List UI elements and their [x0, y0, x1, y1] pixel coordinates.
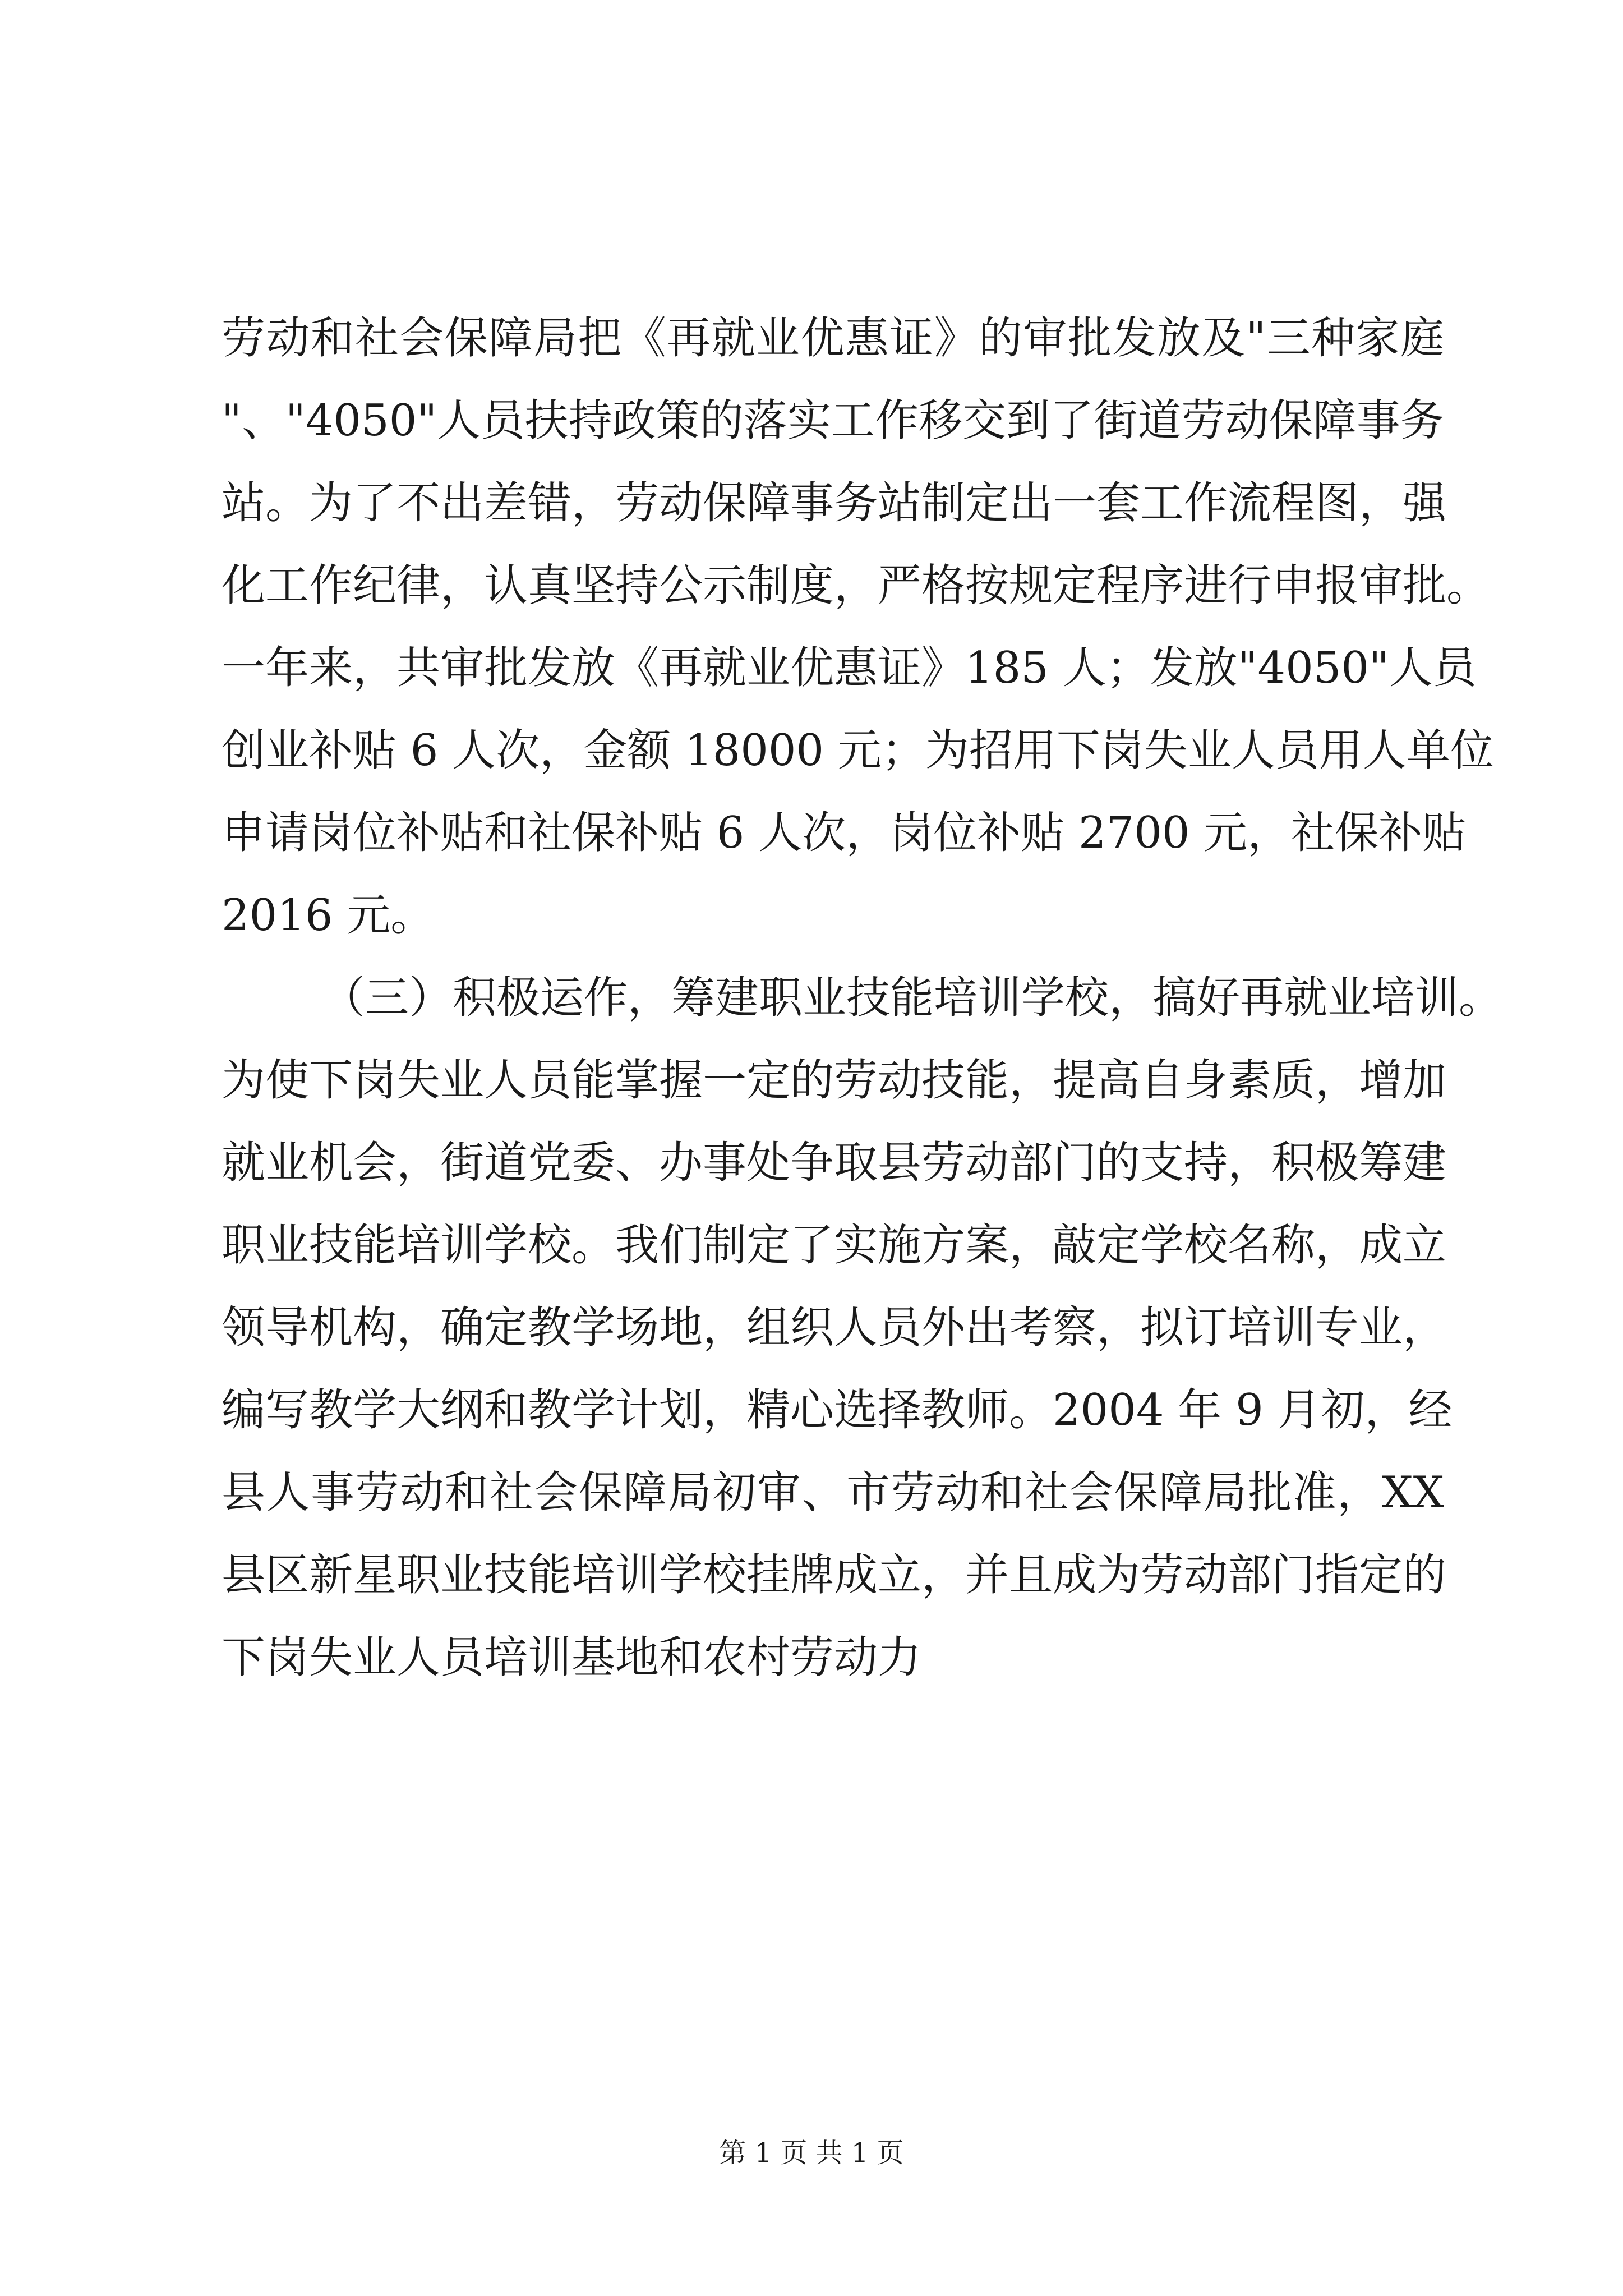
paragraph-line: 创业补贴 6 人次，金额 18000 元；为招用下岗失业人员用人单位 — [222, 725, 1494, 776]
paragraph-2 — [222, 957, 1503, 1699]
paragraph-1 — [222, 297, 1494, 957]
paragraph-line: 2016 元。 — [222, 890, 435, 941]
paragraph-line: 县人事劳动和社会保障局初审、市劳动和社会保障局批准，XX — [222, 1467, 1444, 1518]
paragraph-line: 为使下岗失业人员能掌握一定的劳动技能，提高自身素质，增加 — [222, 1055, 1447, 1106]
paragraph-line: 申请岗位补贴和社保补贴 6 人次，岗位补贴 2700 元，社保补贴 — [222, 808, 1467, 858]
paragraph-line: 县区新星职业技能培训学校挂牌成立，并且成为劳动部门指定的 — [222, 1550, 1447, 1600]
paragraph-line: 就业机会，街道党委、办事处争取县劳动部门的支持，积极筹建 — [222, 1138, 1447, 1188]
paragraph-line: 一年来，共审批发放《再就业优惠证》185 人；发放"4050"人员 — [222, 643, 1477, 693]
paragraph-line: 职业技能培训学校。我们制定了实施方案，敲定学校名称，成立 — [222, 1220, 1447, 1271]
paragraph-line: （三）积极运作，筹建职业技能培训学校，搞好再就业培训。 — [321, 973, 1503, 1023]
paragraph-line: 劳动和社会保障局把《再就业优惠证》的审批发放及"三种家庭 — [222, 313, 1444, 364]
paragraph-line: 化工作纪律，认真坚持公示制度，严格按规定程序进行申报审批。 — [222, 560, 1491, 611]
page-footer: 第 1 页 共 1 页 — [719, 2137, 904, 2169]
paragraph-line: "、"4050"人员扶持政策的落实工作移交到了街道劳动保障事务 — [222, 395, 1444, 446]
paragraph-line: 站。为了不出差错，劳动保障事务站制定出一套工作流程图，强 — [222, 478, 1447, 528]
document-body — [222, 297, 1503, 1699]
paragraph-line: 领导机构，确定教学场地，组织人员外出考察，拟订培训专业， — [222, 1303, 1447, 1353]
paragraph-line: 下岗失业人员培训基地和农村劳动力 — [222, 1632, 922, 1683]
paragraph-line: 编写教学大纲和教学计划，精心选择教师。2004 年 9 月初，经 — [222, 1385, 1453, 1435]
